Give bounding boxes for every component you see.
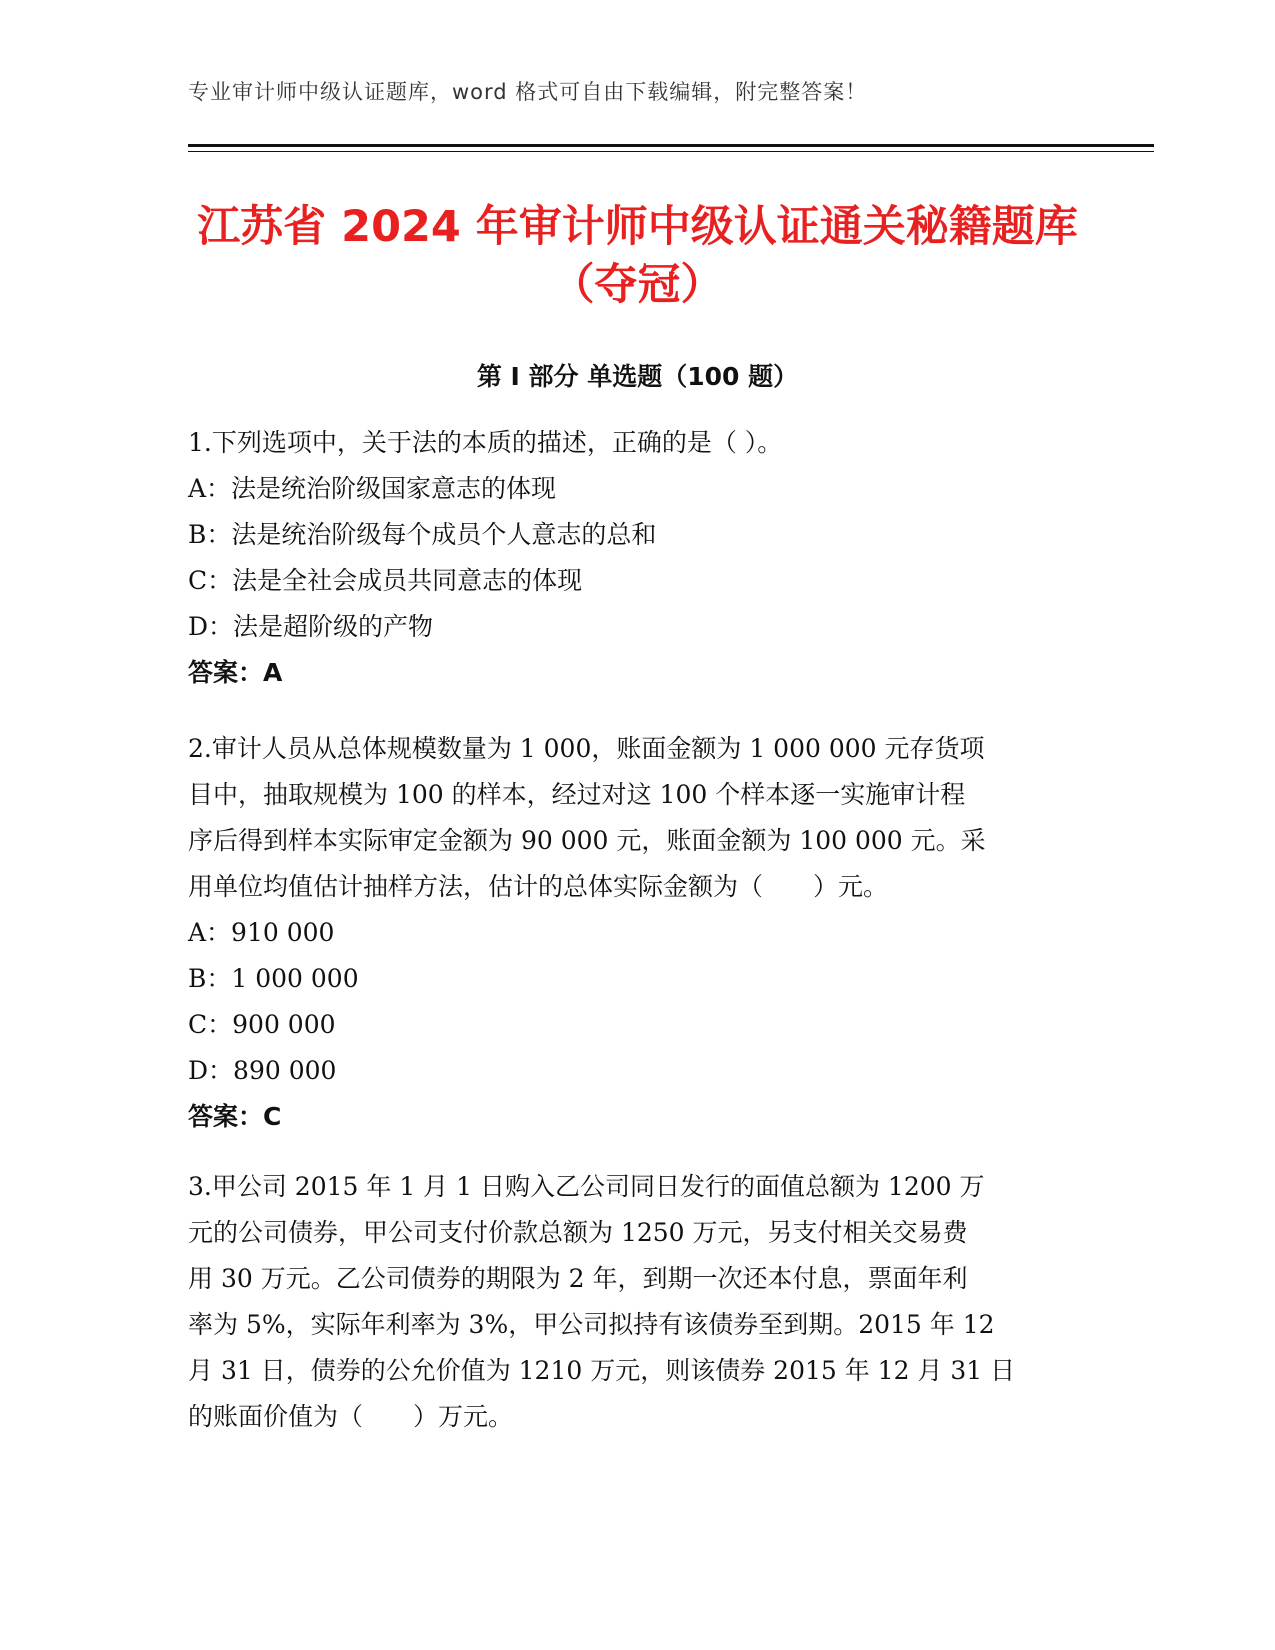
option-c: C：法是全社会成员共同意志的体现 [188, 566, 583, 595]
question-stem-line: 率为 5%，实际年利率为 3%，甲公司拟持有该债券至到期。2015 年 12 [188, 1310, 995, 1339]
header-rule-thin [188, 151, 1154, 152]
question-stem-line: 目中，抽取规模为 100 的样本，经过对这 100 个样本逐一实施审计程 [188, 780, 966, 809]
question-stem-line: 3.甲公司 2015 年 1 月 1 日购入乙公司同日发行的面值总额为 1200 万 [188, 1172, 985, 1201]
header-rule-thick [188, 144, 1154, 147]
question-2 [188, 726, 1088, 1140]
question-stem-line: 用单位均值估计抽样方法，估计的总体实际金额为（ ）元。 [188, 872, 889, 901]
section-heading: 第 I 部分 单选题（100 题） [476, 362, 799, 391]
answer: 答案：A [188, 658, 283, 687]
question-stem-line: 用 30 万元。乙公司债券的期限为 2 年，到期一次还本付息，票面年利 [188, 1264, 968, 1293]
page-header: 专业审计师中级认证题库，word 格式可自由下载编辑，附完整答案！ [188, 80, 868, 104]
option-d: D：法是超阶级的产物 [188, 612, 434, 641]
question-stem-line: 月 31 日，债券的公允价值为 1210 万元，则该债券 2015 年 12 月 31 日 [188, 1356, 1016, 1385]
question-stem-line: 1.下列选项中，关于法的本质的描述，正确的是（ ）。 [188, 428, 783, 457]
option-a: A：910 000 [188, 918, 335, 947]
option-b: B：1 000 000 [188, 964, 359, 993]
title-line-2: （夺冠） [551, 260, 724, 310]
question-stem-line: 元的公司债券，甲公司支付价款总额为 1250 万元，另支付相关交易费 [188, 1218, 968, 1247]
question-1 [188, 420, 1088, 696]
question-stem-line: 2.审计人员从总体规模数量为 1 000，账面金额为 1 000 000 元存货项 [188, 734, 985, 763]
option-a: A：法是统治阶级国家意志的体现 [188, 474, 557, 503]
answer: 答案：C [188, 1102, 282, 1131]
title-line-1: 江苏省 2024 年审计师中级认证通关秘籍题库 [197, 202, 1078, 252]
question-stem-line: 序后得到样本实际审定金额为 90 000 元，账面金额为 100 000 元。采 [188, 826, 986, 855]
option-d: D：890 000 [188, 1056, 337, 1085]
question-3 [188, 1164, 1088, 1440]
option-b: B：法是统治阶级每个成员个人意志的总和 [188, 520, 657, 549]
document-title [160, 198, 1115, 314]
question-stem-line: 的账面价值为（ ）万元。 [188, 1402, 514, 1431]
option-c: C：900 000 [188, 1010, 336, 1039]
